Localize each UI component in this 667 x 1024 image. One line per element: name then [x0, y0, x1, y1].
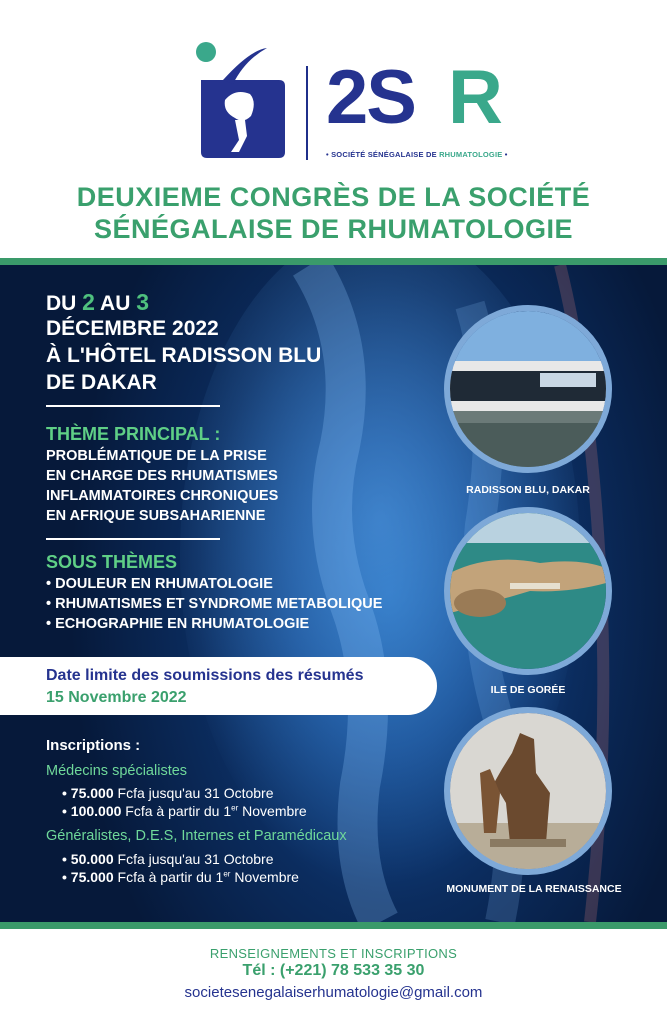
- subtheme-item: • RHUMATISMES ET SYNDROME METABOLIQUE: [46, 596, 383, 612]
- deadline-date: 15 Novembre 2022: [46, 689, 187, 706]
- price-item: • 75.000 Fcfa à partir du 1er Novembre: [62, 869, 299, 885]
- footer-email[interactable]: societesenegalaiserhumatologie@gmail.com: [184, 984, 483, 1001]
- logo-r: R: [448, 55, 503, 140]
- price-item: • 75.000 Fcfa jusqu'au 31 Octobre: [62, 785, 274, 801]
- bottom-divider: [0, 922, 667, 929]
- logo-icon: [195, 40, 287, 158]
- event-venue: À L'HÔTEL RADISSON BLU: [46, 344, 322, 367]
- divider: [46, 538, 220, 540]
- theme-line: INFLAMMATOIRES CHRONIQUES: [46, 488, 279, 504]
- theme-line: PROBLÉMATIQUE DE LA PRISE: [46, 448, 267, 464]
- theme-line: EN CHARGE DES RHUMATISMES: [46, 468, 278, 484]
- page-title-line2: SÉNÉGALAISE DE RHUMATOLOGIE: [93, 214, 574, 244]
- page-title-line1: DEUXIEME CONGRÈS DE LA SOCIÉTÉ: [76, 182, 591, 212]
- theme-heading: THÈME PRINCIPAL :: [46, 424, 221, 444]
- logo-subtitle: • SOCIÉTÉ SÉNÉGALAISE DE RHUMATOLOGIE •: [326, 150, 508, 159]
- photo-monument: [444, 707, 612, 875]
- divider: [46, 405, 220, 407]
- group-title: Généralistes, D.E.S, Internes et Paramédicaux: [46, 828, 347, 844]
- event-city: DE DAKAR: [46, 371, 157, 394]
- inscriptions-heading: Inscriptions :: [46, 737, 141, 754]
- top-divider: [0, 258, 667, 265]
- photo-goree: [444, 507, 612, 675]
- logo-divider: [306, 66, 308, 160]
- deadline-label: Date limite des soumissions des résumés: [46, 667, 364, 684]
- logo-2s: 2S: [326, 55, 415, 140]
- photo-caption: RADISSON BLU, DAKAR: [466, 484, 590, 496]
- group-title: Médecins spécialistes: [46, 763, 188, 779]
- footer-heading: RENSEIGNEMENTS ET INSCRIPTIONS: [209, 946, 458, 961]
- price-item: • 100.000 Fcfa à partir du 1er Novembre: [62, 803, 307, 819]
- subtheme-item: • ECHOGRAPHIE EN RHUMATOLOGIE: [46, 616, 310, 632]
- subtheme-item: • DOULEUR EN RHUMATOLOGIE: [46, 576, 273, 592]
- photo-caption: MONUMENT DE LA RENAISSANCE: [446, 883, 622, 895]
- price-item: • 50.000 Fcfa jusqu'au 31 Octobre: [62, 851, 274, 867]
- photo-radisson: [444, 305, 612, 473]
- event-month: DÉCEMBRE 2022: [46, 317, 219, 340]
- footer-phone[interactable]: Tél : (+221) 78 533 35 30: [242, 962, 425, 979]
- event-dates: DU 2 AU 3: [46, 289, 149, 315]
- theme-line: EN AFRIQUE SUBSAHARIENNE: [46, 508, 266, 524]
- photo-caption: ILE DE GORÉE: [490, 684, 566, 696]
- subthemes-heading: SOUS THÈMES: [46, 552, 178, 572]
